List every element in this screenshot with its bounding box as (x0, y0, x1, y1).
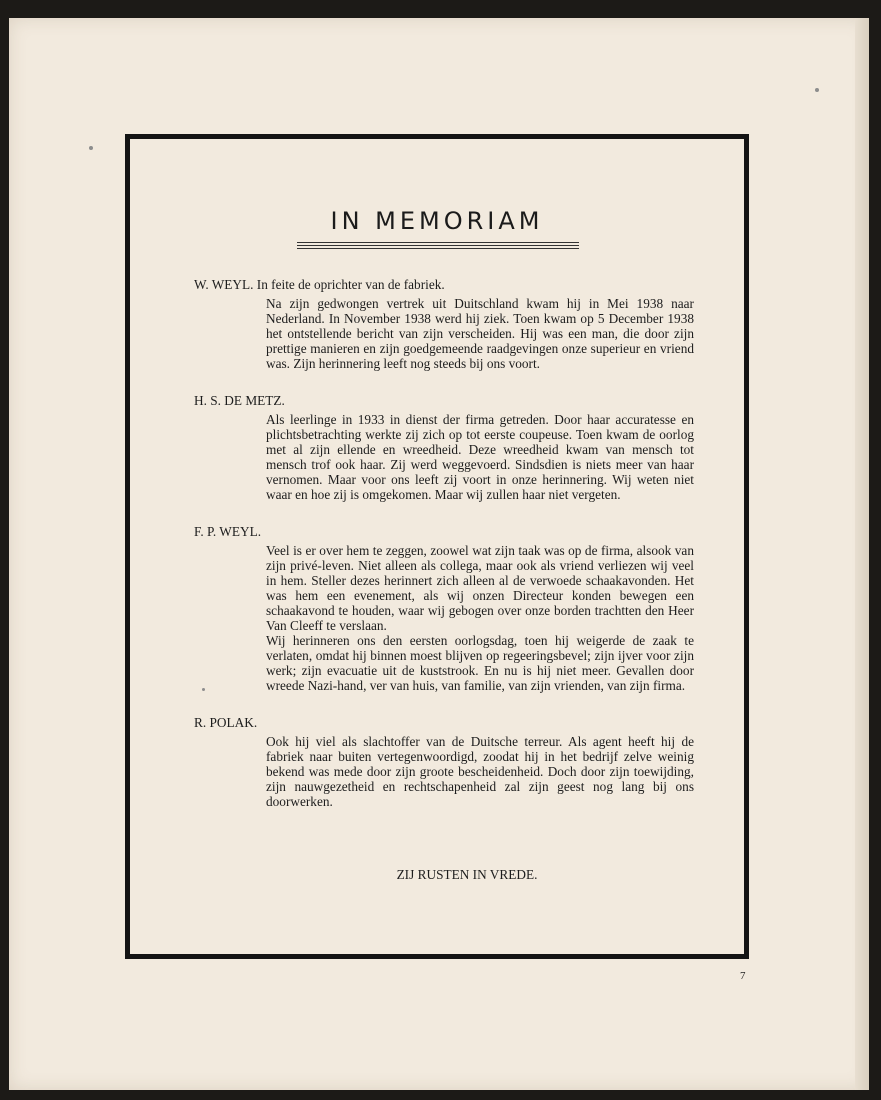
memorial-entry (194, 524, 694, 693)
title-rule (297, 245, 579, 246)
entry-name: H. S. DE METZ. (194, 393, 285, 408)
paper-speck (815, 88, 819, 92)
entry-name: F. P. WEYL. (194, 524, 262, 539)
closing-line: ZIJ RUSTEN IN VREDE. (396, 867, 538, 882)
entry-text: Ook hij viel als slachtoffer van de Duitsche terreur. Als agent heeft hij de fabriek naar buiten vertegenwoordigd, zoodat hij in het bedrijf zelve weinig bekend was mede door zijn groote bescheidenheid. Doch door zijn toewijding, zijn nauwgezetheid en rechtschapenheid zal zijn geest nog lang bij ons doorwerken. (266, 734, 694, 809)
document-page (9, 18, 869, 1090)
title-rule (297, 248, 579, 249)
page-number: 7 (740, 970, 746, 982)
page-title: IN MEMORIAM (330, 207, 544, 235)
entry-text: Als leerlinge in 1933 in dienst der firma getreden. Door haar accuratesse en plichtsbetrachting werkte zij zich op tot eerste coupeuse. Toen kwam de oorlog met al zijn ellende en wreedheid. Deze wreedheid kwam van mensch tot mensch trof ook haar. Zij werd weggevoerd. Sindsdien is niets meer van haar vernomen. Maar voor ons leeft zij voort in onze herinnering. Wij weten niet waar en hoe zij is omgekomen. Maar wij zullen haar niet vergeten. (266, 412, 694, 502)
memorial-entry (194, 393, 694, 502)
memorial-frame (125, 134, 749, 959)
title-rule (297, 242, 579, 243)
memorial-entry (194, 277, 694, 371)
entry-text: Veel is er over hem te zeggen, zoowel wat zijn taak was op de firma, alsook van zijn privé-leven. Niet alleen als collega, maar ook als vriend verliezen wij veel in hem. Steller dezes herinnert zich alleen al de verwoede schaakavonden. Het was hem een evenement, als wij onzen Directeur konden bewegen een schaakavond te houden, waar wij gebogen over onze borden trachtten den Heer Van Cleeff te verslaan. Wij herinneren ons den eersten oorlogsdag, toen hij weigerde de zaak te verlaten, omdat hij binnen moest blijven op regeeringsbevel; zijn ijver voor zijn werk; zijn evacuatie uit de kuststrook. En nu is hij niet meer. Gevallen door wreede Nazi-hand, ver van huis, van familie, van zijn vrienden, van zijn firma. (266, 543, 694, 693)
entry-text: Na zijn gedwongen vertrek uit Duitschland kwam hij in Mei 1938 naar Nederland. In November 1938 werd hij ziek. Toen kwam op 5 December 1938 het ontstellende bericht van zijn verscheiden. Hij was een man, die door zijn prettige manieren en zijn goedgemeende raadgevingen onze superieur en vriend was. Zijn herinnering leeft nog steeds bij ons voort. (266, 296, 694, 371)
memorial-content (194, 277, 694, 831)
entry-name: W. WEYL. In feite de oprichter van de fabriek. (194, 277, 445, 292)
page-edge (855, 18, 869, 1090)
memorial-entry (194, 715, 694, 809)
paper-speck (89, 146, 93, 150)
entry-name: R. POLAK. (194, 715, 258, 730)
